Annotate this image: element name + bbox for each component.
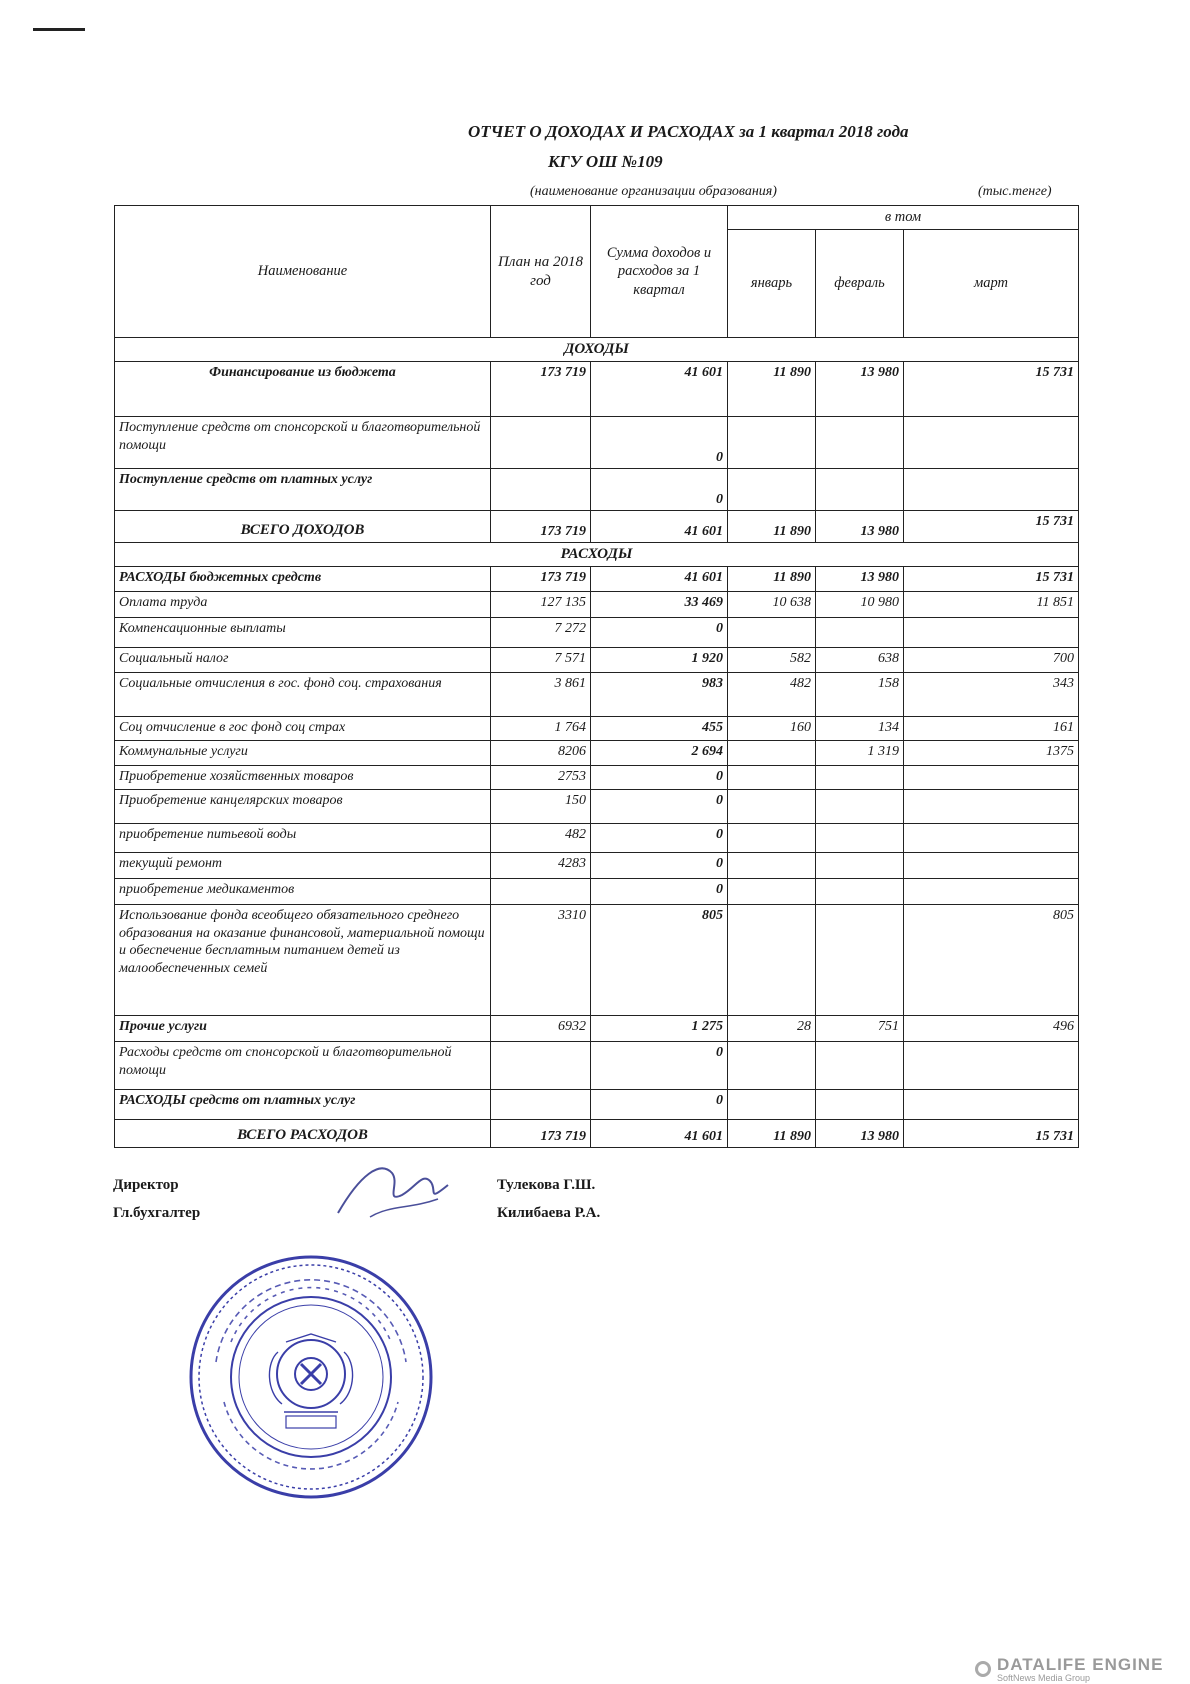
- row-plan: 482: [491, 824, 591, 853]
- row-jan: 11 890: [728, 1120, 816, 1148]
- table-row: [115, 511, 1079, 543]
- table-row: [115, 766, 1079, 790]
- row-plan: 3 861: [491, 673, 591, 717]
- table-row: [115, 592, 1079, 618]
- signature-scribble: [330, 1155, 460, 1225]
- report-title-period: за 1 квартал 2018 года: [739, 122, 909, 141]
- row-sum: 0: [591, 1090, 728, 1120]
- table-row: [115, 567, 1079, 592]
- row-mar: [904, 853, 1079, 879]
- row-plan: 3310: [491, 905, 591, 1016]
- row-name: РАСХОДЫ средств от платных услуг: [115, 1090, 491, 1120]
- row-sum: 0: [591, 790, 728, 824]
- row-name: Использование фонда всеобщего обязательного среднего образования на оказание финансовой, материальной помощи и обеспечение бесплатным питанием детей из малообеспеченных семей: [115, 905, 491, 1016]
- row-sum: 0: [591, 766, 728, 790]
- table-row: [115, 648, 1079, 673]
- expenses-section-label: РАСХОДЫ: [115, 543, 1079, 567]
- row-mar: [904, 766, 1079, 790]
- report-table: [114, 205, 1079, 1148]
- row-jan: [728, 905, 816, 1016]
- director-name: Тулекова Г.Ш.: [497, 1177, 596, 1193]
- table-row: [115, 1042, 1079, 1090]
- row-mar: 496: [904, 1016, 1079, 1042]
- row-feb: [816, 1090, 904, 1120]
- row-sum: 805: [591, 905, 728, 1016]
- expenses-section: [115, 543, 1079, 567]
- row-plan: 173 719: [491, 362, 591, 417]
- row-sum: 0: [591, 879, 728, 905]
- watermark-sub: SoftNews Media Group: [997, 1673, 1091, 1683]
- row-name: ВСЕГО ДОХОДОВ: [115, 511, 491, 543]
- row-name: Оплата труда: [115, 592, 491, 618]
- row-plan: 173 719: [491, 511, 591, 543]
- row-plan: 7 571: [491, 648, 591, 673]
- table-row: [115, 905, 1079, 1016]
- row-mar: 805: [904, 905, 1079, 1016]
- row-mar: [904, 1042, 1079, 1090]
- row-jan: [728, 879, 816, 905]
- row-sum: 0: [591, 618, 728, 648]
- row-mar: [904, 417, 1079, 469]
- table-row: [115, 1120, 1079, 1148]
- row-name: Поступление средств от спонсорской и благотворительной помощи: [115, 417, 491, 469]
- row-sum: 0: [591, 417, 728, 469]
- col-header-feb: февраль: [816, 230, 904, 338]
- col-header-including: в том: [728, 206, 1079, 230]
- row-sum: 41 601: [591, 1120, 728, 1148]
- row-jan: [728, 1090, 816, 1120]
- row-feb: 13 980: [816, 362, 904, 417]
- row-jan: [728, 741, 816, 766]
- row-jan: [728, 766, 816, 790]
- row-name: Приобретение канцелярских товаров: [115, 790, 491, 824]
- row-feb: [816, 766, 904, 790]
- director-label: Директор: [113, 1177, 179, 1193]
- row-plan: 4283: [491, 853, 591, 879]
- row-jan: [728, 853, 816, 879]
- row-mar: [904, 469, 1079, 511]
- row-feb: [816, 618, 904, 648]
- accountant-name: Килибаева Р.А.: [497, 1205, 601, 1221]
- col-header-jan: январь: [728, 230, 816, 338]
- row-feb: [816, 853, 904, 879]
- row-jan: 482: [728, 673, 816, 717]
- row-feb: [816, 790, 904, 824]
- row-feb: [816, 1042, 904, 1090]
- row-jan: [728, 790, 816, 824]
- watermark-brand: DATALIFE ENGINE: [997, 1655, 1164, 1674]
- row-mar: 15 731: [904, 567, 1079, 592]
- income-section: [115, 338, 1079, 362]
- row-name: Расходы средств от спонсорской и благотворительной помощи: [115, 1042, 491, 1090]
- row-name: Соц отчисление в гос фонд соц страх: [115, 717, 491, 741]
- row-feb: [816, 824, 904, 853]
- row-sum: 0: [591, 469, 728, 511]
- row-name: ВСЕГО РАСХОДОВ: [115, 1120, 491, 1148]
- official-seal: [186, 1252, 436, 1502]
- table-row: [115, 673, 1079, 717]
- row-name: Финансирование из бюджета: [115, 362, 491, 417]
- row-mar: [904, 824, 1079, 853]
- row-sum: 2 694: [591, 741, 728, 766]
- table-row: [115, 1090, 1079, 1120]
- row-plan: 150: [491, 790, 591, 824]
- row-plan: 2753: [491, 766, 591, 790]
- row-mar: [904, 879, 1079, 905]
- row-mar: 15 731: [904, 1120, 1079, 1148]
- watermark-logo: [975, 1655, 1163, 1683]
- report-title-main: ОТЧЕТ О ДОХОДАХ И РАСХОДАХ: [468, 122, 735, 141]
- units-label: (тыс.тенге): [978, 184, 1052, 199]
- table-row: [115, 717, 1079, 741]
- row-sum: 41 601: [591, 362, 728, 417]
- table-row: [115, 824, 1079, 853]
- row-name: РАСХОДЫ бюджетных средств: [115, 567, 491, 592]
- row-plan: 173 719: [491, 567, 591, 592]
- col-header-plan: План на 2018 год: [491, 206, 591, 338]
- table-row: [115, 879, 1079, 905]
- row-plan: 6932: [491, 1016, 591, 1042]
- row-sum: 1 275: [591, 1016, 728, 1042]
- table-row: [115, 790, 1079, 824]
- row-plan: 173 719: [491, 1120, 591, 1148]
- row-sum: 1 920: [591, 648, 728, 673]
- row-plan: [491, 879, 591, 905]
- row-mar: 1375: [904, 741, 1079, 766]
- col-header-sum: Сумма доходов и расходов за 1 квартал: [591, 206, 728, 338]
- table-row: [115, 853, 1079, 879]
- row-mar: 15 731: [904, 362, 1079, 417]
- row-jan: 582: [728, 648, 816, 673]
- row-name: Коммунальные услуги: [115, 741, 491, 766]
- row-name: приобретение питьевой воды: [115, 824, 491, 853]
- report-title: [468, 122, 909, 142]
- row-sum: 41 601: [591, 511, 728, 543]
- row-name: Социальные отчисления в гос. фонд соц. страхования: [115, 673, 491, 717]
- row-plan: 127 135: [491, 592, 591, 618]
- row-feb: 1 319: [816, 741, 904, 766]
- row-jan: 160: [728, 717, 816, 741]
- row-jan: 11 890: [728, 511, 816, 543]
- row-plan: [491, 1042, 591, 1090]
- table-row: [115, 469, 1079, 511]
- row-jan: 11 890: [728, 362, 816, 417]
- row-sum: 41 601: [591, 567, 728, 592]
- row-jan: [728, 618, 816, 648]
- row-jan: [728, 1042, 816, 1090]
- row-feb: 13 980: [816, 511, 904, 543]
- row-plan: [491, 469, 591, 511]
- row-mar: 343: [904, 673, 1079, 717]
- row-mar: 700: [904, 648, 1079, 673]
- table-row: [115, 618, 1079, 648]
- table-row: [115, 1016, 1079, 1042]
- row-jan: 11 890: [728, 567, 816, 592]
- row-mar: 11 851: [904, 592, 1079, 618]
- row-mar: [904, 618, 1079, 648]
- row-sum: 33 469: [591, 592, 728, 618]
- income-section-label: ДОХОДЫ: [115, 338, 1079, 362]
- table-row: [115, 362, 1079, 417]
- row-sum: 0: [591, 824, 728, 853]
- col-header-name: Наименование: [115, 206, 491, 338]
- row-feb: 638: [816, 648, 904, 673]
- row-feb: 13 980: [816, 1120, 904, 1148]
- row-feb: 134: [816, 717, 904, 741]
- row-plan: [491, 1090, 591, 1120]
- row-feb: 10 980: [816, 592, 904, 618]
- row-mar: [904, 1090, 1079, 1120]
- row-jan: [728, 469, 816, 511]
- row-plan: 7 272: [491, 618, 591, 648]
- row-name: Прочие услуги: [115, 1016, 491, 1042]
- row-plan: [491, 417, 591, 469]
- header-row-1: [115, 206, 1079, 230]
- row-name: Социальный налог: [115, 648, 491, 673]
- row-feb: [816, 879, 904, 905]
- row-jan: [728, 417, 816, 469]
- corner-mark: [33, 28, 85, 31]
- row-feb: 13 980: [816, 567, 904, 592]
- row-feb: [816, 905, 904, 1016]
- row-plan: 8206: [491, 741, 591, 766]
- row-mar: [904, 790, 1079, 824]
- row-name: Компенсационные выплаты: [115, 618, 491, 648]
- organization-caption: (наименование организации образования): [530, 184, 777, 199]
- row-plan: 1 764: [491, 717, 591, 741]
- row-sum: 455: [591, 717, 728, 741]
- row-mar: 15 731: [904, 511, 1079, 543]
- table-row: [115, 741, 1079, 766]
- row-sum: 0: [591, 1042, 728, 1090]
- row-jan: 10 638: [728, 592, 816, 618]
- row-jan: 28: [728, 1016, 816, 1042]
- row-name: приобретение медикаментов: [115, 879, 491, 905]
- watermark-ring-icon: [975, 1661, 991, 1677]
- table-row: [115, 417, 1079, 469]
- row-feb: [816, 469, 904, 511]
- row-name: Поступление средств от платных услуг: [115, 469, 491, 511]
- row-mar: 161: [904, 717, 1079, 741]
- row-sum: 983: [591, 673, 728, 717]
- row-jan: [728, 824, 816, 853]
- organization-name: КГУ ОШ №109: [548, 152, 663, 171]
- accountant-label: Гл.бухгалтер: [113, 1205, 201, 1221]
- row-feb: 158: [816, 673, 904, 717]
- row-name: Приобретение хозяйственных товаров: [115, 766, 491, 790]
- col-header-mar: март: [904, 230, 1079, 338]
- row-sum: 0: [591, 853, 728, 879]
- row-feb: [816, 417, 904, 469]
- row-feb: 751: [816, 1016, 904, 1042]
- row-name: текущий ремонт: [115, 853, 491, 879]
